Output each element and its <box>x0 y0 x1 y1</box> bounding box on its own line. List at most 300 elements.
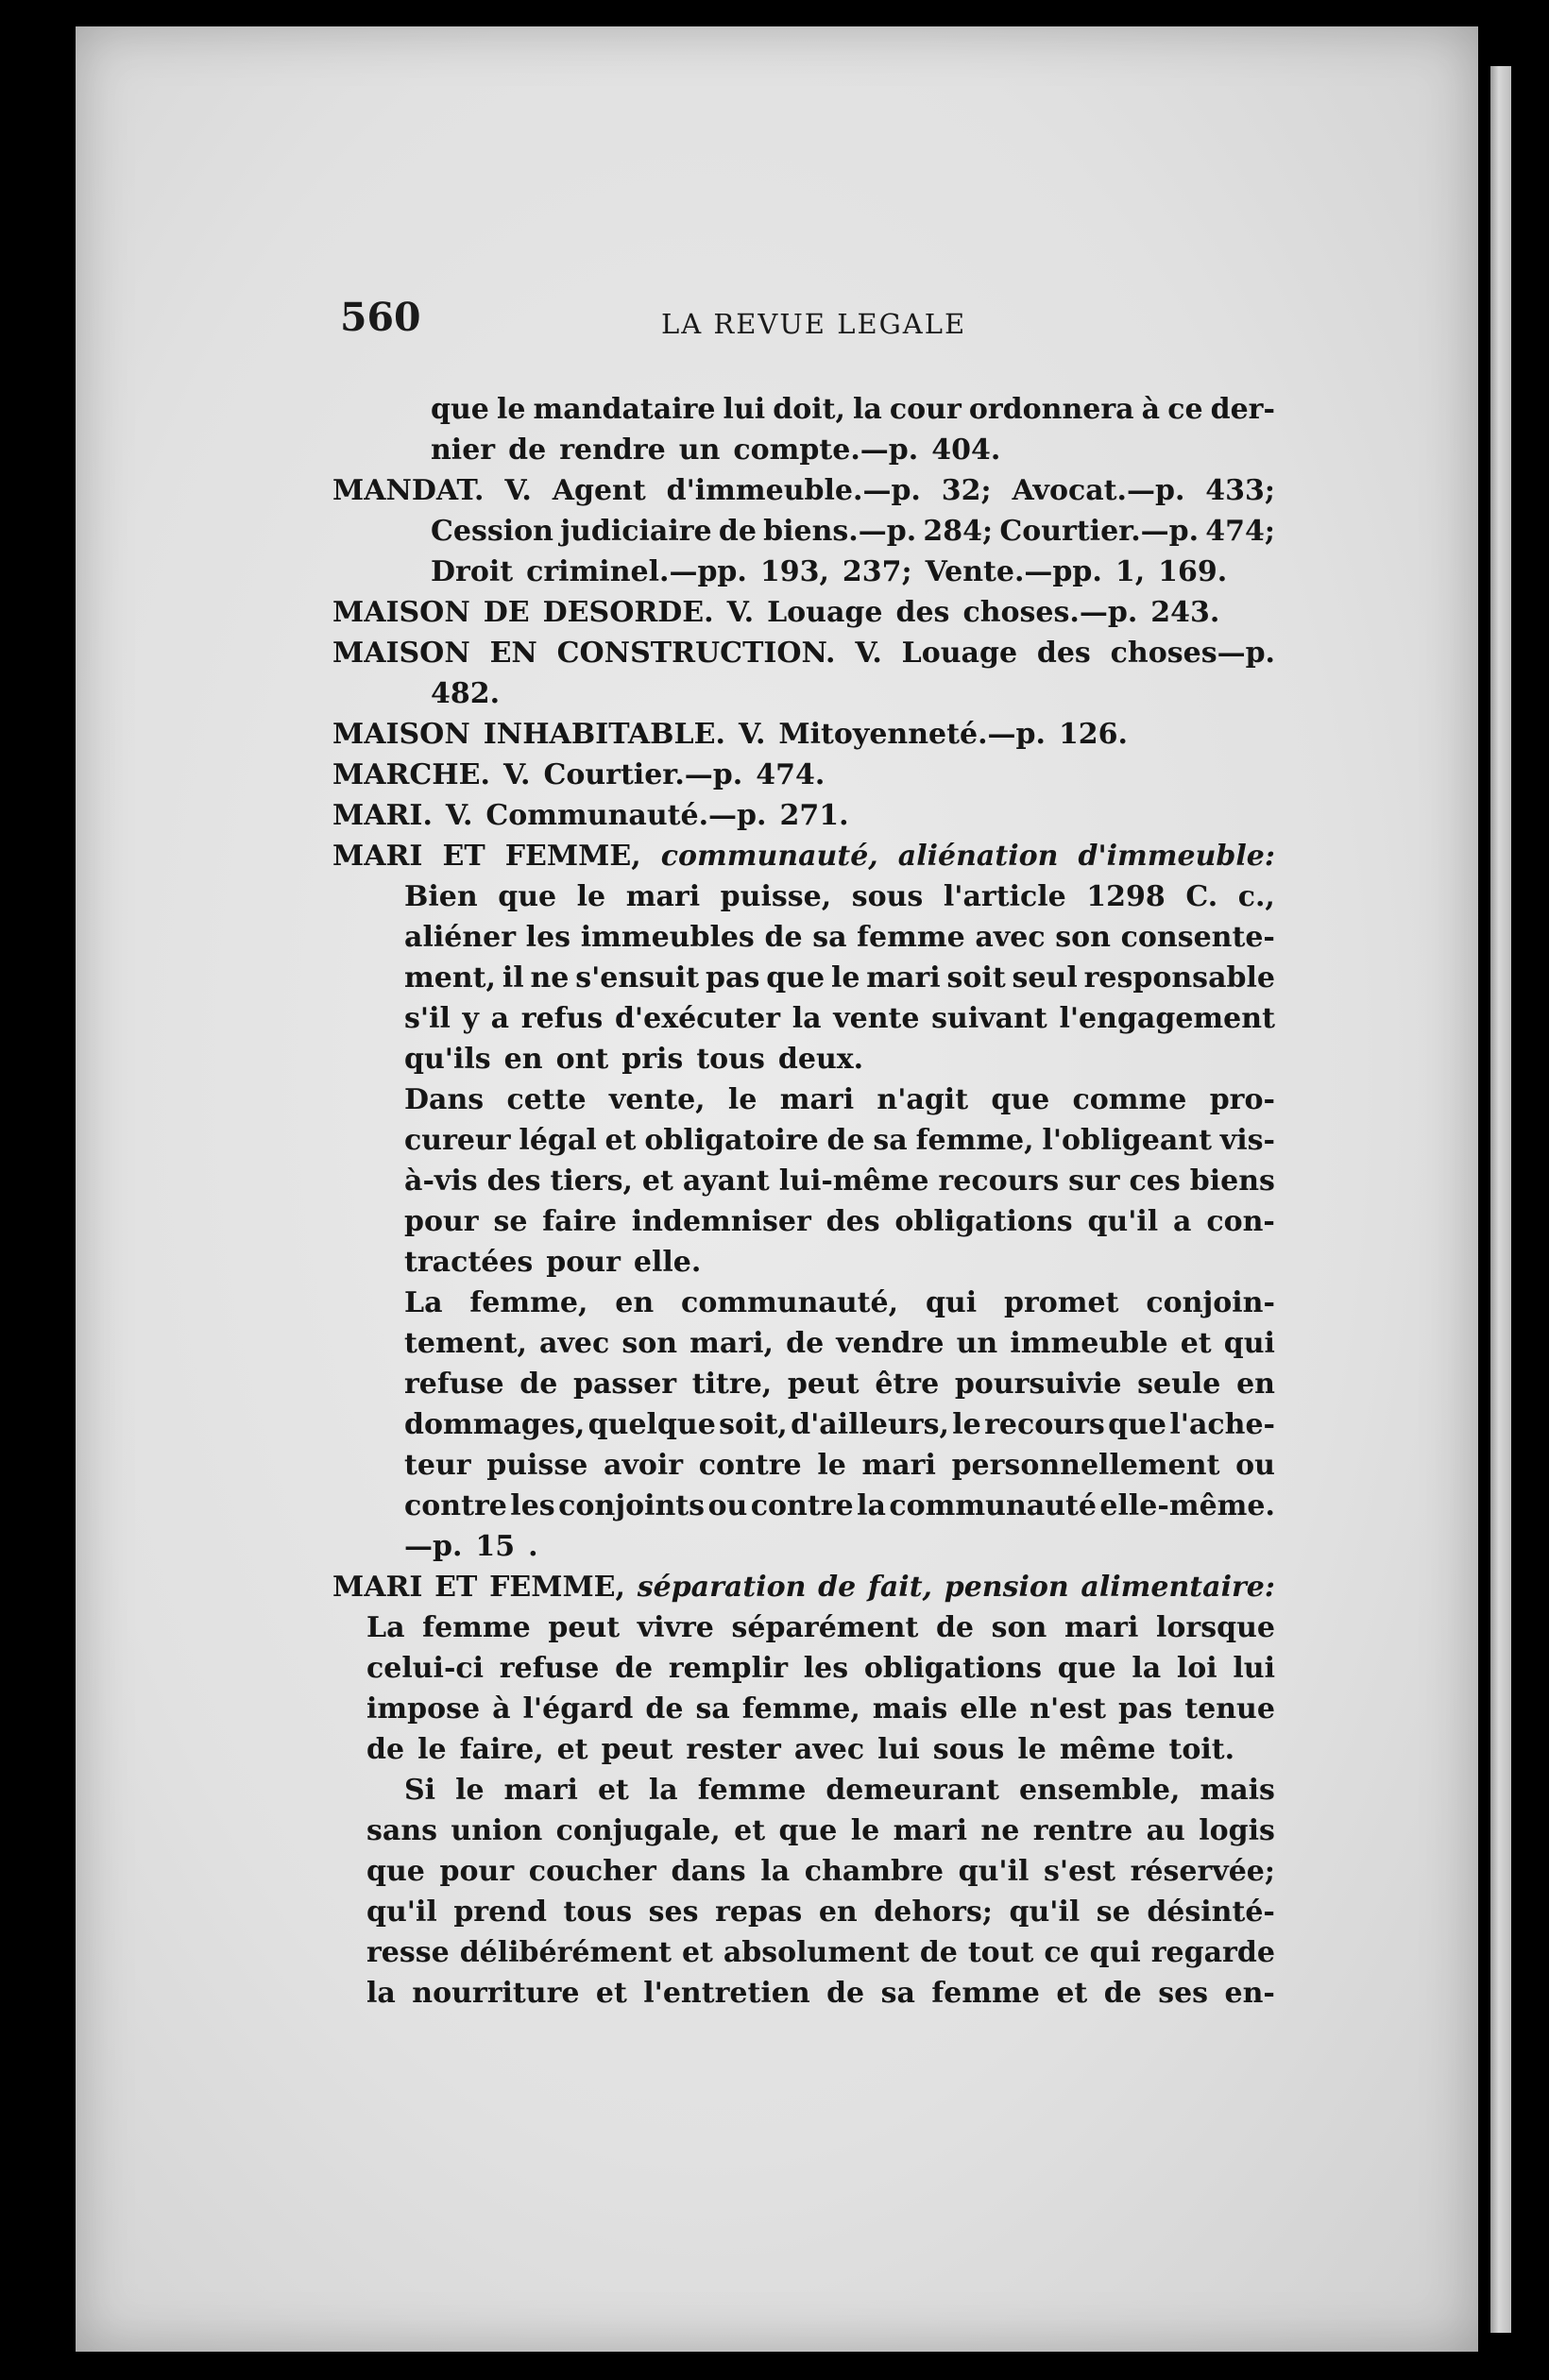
word: mais <box>1200 1774 1275 1807</box>
word: le <box>850 1814 880 1847</box>
word: CONSTRUCTION. <box>556 637 836 670</box>
word: union <box>451 1814 543 1847</box>
text-line <box>332 1283 1275 1323</box>
text-line <box>332 1892 1275 1932</box>
word: c., <box>1237 880 1275 913</box>
word: MARI <box>332 1571 423 1604</box>
word: réservée; <box>1130 1855 1275 1888</box>
word: le <box>417 1733 447 1766</box>
word: celui-ci <box>366 1652 485 1685</box>
word: mandataire <box>533 393 716 426</box>
text-line <box>332 430 1275 470</box>
word: cette <box>506 1083 587 1116</box>
word: se <box>493 1205 528 1238</box>
text-line <box>332 1364 1275 1404</box>
word: désinté- <box>1147 1896 1275 1929</box>
word: l'engagement <box>1059 1002 1275 1035</box>
word: que <box>431 393 489 426</box>
word: que <box>498 880 557 913</box>
word: MARI <box>332 840 423 873</box>
word: le <box>496 393 526 426</box>
word: puisse, <box>720 880 832 913</box>
word: 237; <box>842 555 912 588</box>
word: refus <box>520 1002 604 1035</box>
word: le <box>952 1408 981 1441</box>
word: nier <box>431 434 496 467</box>
text-line <box>332 1729 1275 1770</box>
word: 15 <box>475 1530 516 1563</box>
word: d'exécuter <box>614 1002 781 1035</box>
word: V. <box>502 758 531 791</box>
word: recours <box>984 1408 1105 1441</box>
text-line <box>332 511 1275 552</box>
text-line <box>332 1080 1275 1120</box>
word: et <box>734 1814 766 1847</box>
word: Mitoyenneté.—p. <box>778 718 1046 751</box>
word: à-vis <box>404 1164 478 1198</box>
word: femme <box>697 1774 807 1807</box>
word: ou <box>707 1489 748 1522</box>
word: V. <box>726 596 755 629</box>
word: Louage <box>767 596 883 629</box>
word: lui <box>723 393 766 426</box>
word: 482. <box>431 677 501 710</box>
word: contre <box>750 1489 854 1522</box>
word: rester <box>686 1733 781 1766</box>
word: les <box>510 1489 555 1522</box>
word: loi <box>1176 1652 1217 1685</box>
word: la <box>857 1489 886 1522</box>
word: contre <box>698 1449 802 1482</box>
italic-word: fait, <box>867 1571 932 1604</box>
word: seule <box>1137 1368 1221 1401</box>
word: que <box>1057 1652 1116 1685</box>
text-line <box>332 1973 1275 2014</box>
word: Si <box>404 1774 436 1807</box>
word: de <box>645 1692 684 1726</box>
word: ensemble, <box>1018 1774 1181 1807</box>
word: de <box>786 1327 825 1360</box>
word: d'ailleurs, <box>791 1408 949 1441</box>
word: vente <box>833 1002 920 1035</box>
word: refuse <box>499 1652 600 1685</box>
word: dans <box>671 1855 746 1888</box>
word: repas <box>715 1896 803 1929</box>
word: vendre <box>836 1327 945 1360</box>
word: et <box>1056 1977 1088 2010</box>
word: 1298 <box>1086 880 1166 913</box>
word: et <box>1180 1327 1212 1360</box>
word: 193, <box>759 555 829 588</box>
word: pas <box>1118 1692 1173 1726</box>
word: refuse <box>404 1368 504 1401</box>
italic-word: aliénation <box>897 840 1059 873</box>
word: con- <box>1206 1205 1275 1238</box>
word: Courtier.—p. <box>999 515 1200 548</box>
text-line <box>332 876 1275 917</box>
text-line <box>332 998 1275 1039</box>
word: qui <box>1223 1327 1275 1360</box>
word: ne <box>980 1814 1020 1847</box>
word: même <box>1059 1733 1156 1766</box>
word: biens.—p. <box>763 515 917 548</box>
word: s'il <box>404 1002 451 1035</box>
word: personnellement <box>951 1449 1220 1482</box>
word: seul <box>1012 961 1078 994</box>
word: le <box>817 1449 846 1482</box>
text-line <box>332 1120 1275 1161</box>
word: V. <box>445 799 473 832</box>
word: passer <box>573 1368 677 1401</box>
word: elle-même. <box>1099 1489 1275 1522</box>
word: FEMME, <box>489 1571 625 1604</box>
word: s'est <box>1044 1855 1115 1888</box>
word: doit, <box>773 393 845 426</box>
word: mari <box>1064 1611 1139 1644</box>
word: d'immeuble.—p. <box>666 474 921 507</box>
word: cour <box>889 393 962 426</box>
word: communauté <box>889 1489 1097 1522</box>
word: conjugale, <box>555 1814 721 1847</box>
word: de <box>718 515 757 548</box>
word: femme, <box>915 1124 1034 1157</box>
word: l'obligeant <box>1042 1124 1212 1157</box>
word: un <box>956 1327 998 1360</box>
text-line <box>332 1242 1275 1283</box>
text-line <box>332 1526 1275 1567</box>
word: sa <box>880 1977 915 2010</box>
word: chambre <box>804 1855 944 1888</box>
word: le <box>576 880 606 913</box>
word: resse <box>366 1936 450 1969</box>
word: et <box>556 1733 588 1766</box>
word: INHABITABLE. <box>483 718 725 751</box>
word: titre, <box>691 1368 773 1401</box>
word: son <box>1055 921 1111 954</box>
word: a <box>1173 1205 1192 1238</box>
text-line <box>332 673 1275 714</box>
word: et <box>681 1936 713 1969</box>
word: femme <box>422 1611 531 1644</box>
text-line <box>332 1689 1275 1729</box>
word: tiers, <box>550 1164 633 1198</box>
word: vis- <box>1219 1124 1275 1157</box>
word: la <box>852 393 882 426</box>
word: toit. <box>1168 1733 1235 1766</box>
word: mari <box>893 1814 968 1847</box>
word: remplir <box>668 1652 789 1685</box>
word: contre <box>404 1489 507 1522</box>
word: 474; <box>1205 515 1275 548</box>
word: femme, <box>469 1286 588 1319</box>
word: ne <box>530 961 570 994</box>
word: peut <box>548 1611 621 1644</box>
word: Avocat.—p. <box>1012 474 1185 507</box>
word: délibérément <box>459 1936 672 1969</box>
word: vivre <box>637 1611 714 1644</box>
word: elle <box>960 1692 1018 1726</box>
word: conjoin- <box>1146 1286 1275 1319</box>
word: soit <box>946 961 1006 994</box>
word: La <box>404 1286 443 1319</box>
word: sous <box>851 880 924 913</box>
text-line <box>332 1607 1275 1648</box>
word: ce <box>1167 393 1203 426</box>
word: des <box>486 1164 541 1198</box>
word: Dans <box>404 1083 485 1116</box>
word: faire, <box>459 1733 544 1766</box>
word: impose <box>366 1692 481 1726</box>
word: choses—p. <box>1110 637 1275 670</box>
word: mari, <box>689 1327 774 1360</box>
word: obligations <box>894 1205 1073 1238</box>
word: son <box>991 1611 1047 1644</box>
word: communauté, <box>681 1286 899 1319</box>
word: 404. <box>931 434 1001 467</box>
text-line <box>332 1770 1275 1810</box>
word: le <box>830 961 860 994</box>
word: La <box>366 1611 405 1644</box>
word: pris <box>621 1043 684 1076</box>
word: mari <box>866 961 941 994</box>
word: indemniser <box>631 1205 811 1238</box>
word: il <box>502 961 524 994</box>
text-line <box>332 552 1275 592</box>
word: et <box>641 1164 673 1198</box>
word: avec <box>539 1327 610 1360</box>
word: judiciaire <box>560 515 712 548</box>
text-line <box>332 1404 1275 1445</box>
italic-word: d'immeuble: <box>1078 840 1275 873</box>
word: qu'il <box>958 1855 1030 1888</box>
word: l'article <box>943 880 1066 913</box>
word: tous <box>563 1896 633 1929</box>
word: mari <box>625 880 701 913</box>
word: des <box>826 1205 880 1238</box>
italic-word: communauté, <box>660 840 878 873</box>
text-line <box>332 1810 1275 1851</box>
word: séparément <box>731 1611 919 1644</box>
word: qu'il <box>1087 1205 1159 1238</box>
word: son <box>621 1327 678 1360</box>
word: pas <box>706 961 760 994</box>
word: coucher <box>528 1855 656 1888</box>
word: et <box>595 1977 627 2010</box>
word: tous <box>696 1043 765 1076</box>
word: MAISON <box>332 718 470 751</box>
word: de <box>919 1936 958 1969</box>
word: que <box>766 961 826 994</box>
word: les <box>525 921 571 954</box>
word: femme, <box>741 1692 860 1726</box>
word: faire <box>542 1205 617 1238</box>
word: tement, <box>404 1327 527 1360</box>
word: Bien <box>404 880 478 913</box>
word: FEMME, <box>504 840 641 873</box>
word: 433; <box>1205 474 1275 507</box>
word: pro- <box>1209 1083 1275 1116</box>
word: mari <box>861 1449 936 1482</box>
word: 126. <box>1058 718 1129 751</box>
word: la <box>792 1002 822 1035</box>
index-entries <box>332 389 1275 2014</box>
word: l'ache- <box>1169 1408 1275 1441</box>
word: lui <box>1233 1652 1275 1685</box>
word: rentre <box>1032 1814 1133 1847</box>
word: sur <box>1068 1164 1120 1198</box>
text-line <box>332 714 1275 755</box>
word: —p. <box>404 1530 463 1563</box>
word: de <box>615 1652 654 1685</box>
word: nourriture <box>412 1977 580 2010</box>
word: ment, <box>404 961 496 994</box>
word: la <box>1132 1652 1162 1685</box>
text-line <box>332 470 1275 511</box>
text-line <box>332 389 1275 430</box>
word: de <box>764 921 803 954</box>
word: ordonnera <box>968 393 1134 426</box>
word: sa <box>695 1692 730 1726</box>
word: de <box>935 1611 975 1644</box>
word: lui <box>877 1733 920 1766</box>
word: en <box>615 1286 655 1319</box>
word: sans <box>366 1814 438 1847</box>
word: aliéner <box>404 921 517 954</box>
word: ce <box>1044 1936 1080 1969</box>
word: poursuivie <box>954 1368 1122 1401</box>
text-line <box>332 1039 1275 1080</box>
word: ont <box>555 1043 609 1076</box>
word: recours <box>938 1164 1060 1198</box>
word: suivant <box>931 1002 1047 1035</box>
text-line <box>332 1932 1275 1973</box>
word: prend <box>453 1896 547 1929</box>
word: immeuble <box>1010 1327 1168 1360</box>
word: DE <box>483 596 530 629</box>
word: qui <box>925 1286 978 1319</box>
word: au <box>1146 1814 1185 1847</box>
word: promet <box>1003 1286 1119 1319</box>
word: logis <box>1199 1814 1275 1847</box>
word: der- <box>1210 393 1275 426</box>
word: immeubles <box>580 921 755 954</box>
word: Communauté.—p. <box>485 799 767 832</box>
word: ses <box>1158 1977 1209 2010</box>
word: de <box>826 1124 865 1157</box>
word: MAISON <box>332 596 470 629</box>
word: obligations <box>863 1652 1043 1685</box>
text-line <box>332 592 1275 633</box>
word: mari <box>503 1774 578 1807</box>
italic-word: séparation <box>637 1571 807 1604</box>
word: de <box>826 1977 865 2010</box>
word: 271. <box>779 799 849 832</box>
word: regarde <box>1150 1936 1275 1969</box>
text-line <box>332 633 1275 673</box>
word: puisse <box>486 1449 588 1482</box>
word: vente, <box>608 1083 706 1116</box>
text-line <box>332 795 1275 836</box>
word: femme <box>931 1977 1040 2010</box>
word: Vente.—pp. <box>925 555 1102 588</box>
word: avec <box>975 921 1046 954</box>
word: sa <box>873 1124 908 1157</box>
word: les <box>803 1652 849 1685</box>
word: 169. <box>1158 555 1228 588</box>
word: Droit <box>431 555 514 588</box>
word: le <box>1017 1733 1047 1766</box>
text-line <box>332 958 1275 998</box>
word: mari <box>779 1083 855 1116</box>
word: sous <box>932 1733 1005 1766</box>
word: un <box>678 434 721 467</box>
word: lui-même <box>778 1164 929 1198</box>
word: Cession <box>431 515 553 548</box>
word: Louage <box>901 637 1018 670</box>
word: se <box>1096 1896 1131 1929</box>
word: en <box>1236 1368 1275 1401</box>
word: peut <box>787 1368 860 1401</box>
word: en <box>503 1043 543 1076</box>
word: dommages, <box>404 1408 586 1441</box>
word: l'égard <box>522 1692 634 1726</box>
word: ET <box>442 840 485 873</box>
word: de <box>1103 1977 1142 2010</box>
word: comme <box>1072 1083 1187 1116</box>
word: à <box>492 1692 511 1726</box>
word: être <box>875 1368 940 1401</box>
word: cureur <box>404 1124 511 1157</box>
word: 1, <box>1115 555 1146 588</box>
word: criminel.—pp. <box>526 555 747 588</box>
word: que <box>1108 1408 1167 1441</box>
word: MARI. <box>332 799 433 832</box>
running-title: LA REVUE LEGALE <box>661 308 967 340</box>
word: 243. <box>1150 596 1220 629</box>
word: choses.—p. <box>962 596 1138 629</box>
word: tout <box>967 1936 1034 1969</box>
word: Courtier.—p. <box>543 758 743 791</box>
word: de <box>519 1368 558 1401</box>
word: y <box>462 1002 479 1035</box>
word: a <box>490 1002 510 1035</box>
word: tractées <box>404 1246 534 1279</box>
text-line <box>332 1486 1275 1526</box>
page-number: 560 <box>340 295 421 340</box>
word: soit, <box>719 1408 788 1441</box>
word: EN <box>489 637 537 670</box>
word: tenue <box>1184 1692 1275 1726</box>
italic-word: pension <box>944 1571 1069 1604</box>
word: avoir <box>604 1449 684 1482</box>
word: de <box>508 434 547 467</box>
word: dehors; <box>874 1896 993 1929</box>
word: Agent <box>552 474 646 507</box>
word: pour <box>404 1205 479 1238</box>
word: quelque <box>587 1408 716 1441</box>
word: lorsque <box>1156 1611 1275 1644</box>
word: demeurant <box>826 1774 999 1807</box>
text-line <box>332 917 1275 958</box>
word: le <box>727 1083 757 1116</box>
word: ces <box>1129 1164 1181 1198</box>
word: obligatoire <box>644 1124 819 1157</box>
text-line <box>332 1851 1275 1892</box>
word: avec <box>793 1733 865 1766</box>
word: MANDAT. <box>332 474 485 507</box>
word: responsable <box>1083 961 1275 994</box>
word: sa <box>812 921 847 954</box>
